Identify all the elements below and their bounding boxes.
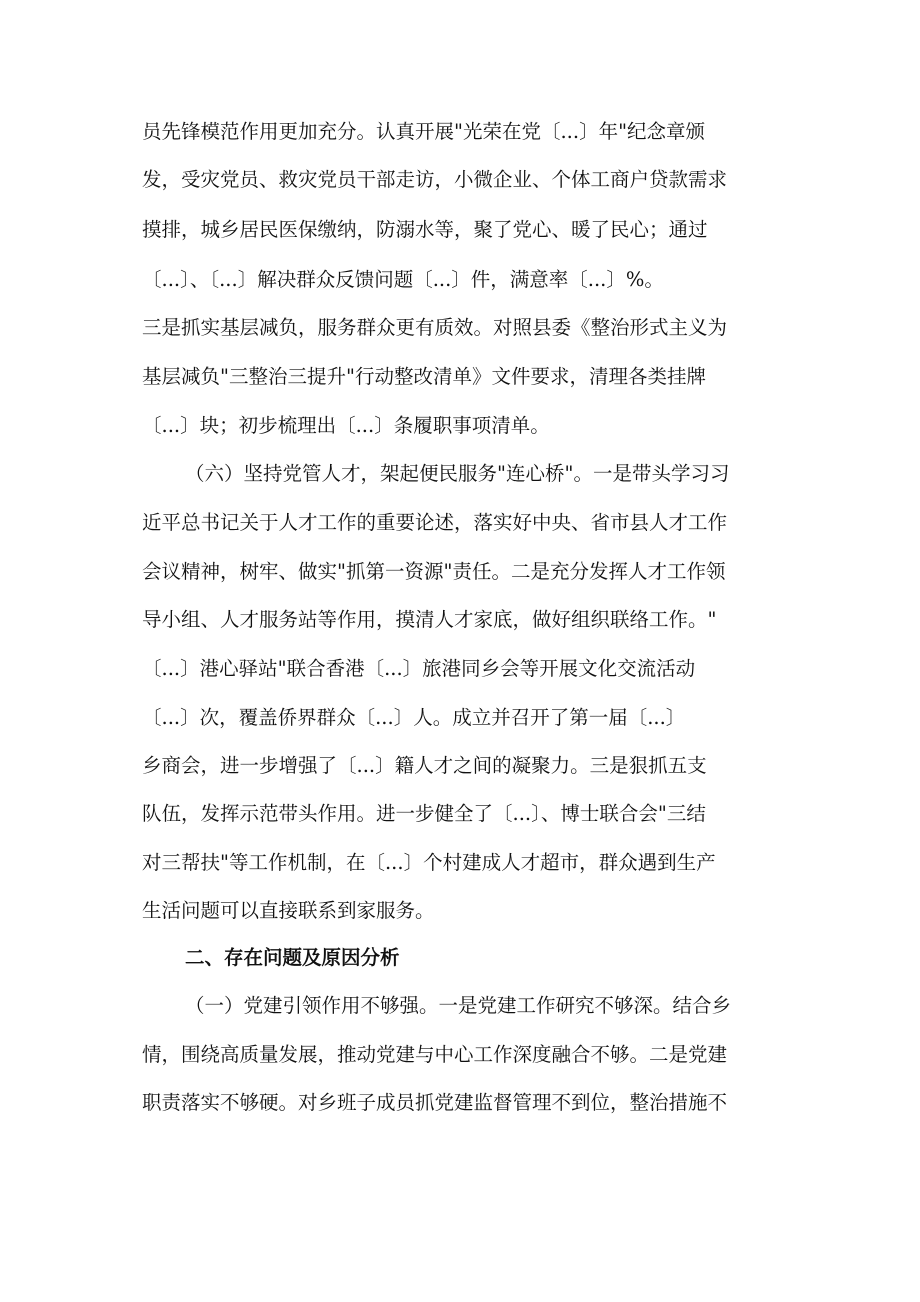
text-line: 职责落实不够硬。对乡班子成员抓党建监督管理不到位，整治措施不 [142, 1091, 728, 1114]
text-line: 〔...〕、〔...〕解决群众反馈问题〔...〕件，满意率〔...〕%。 [142, 268, 664, 291]
text-line: 会议精神，树牢、做实"抓第一资源"责任。二是充分发挥人才工作领 [142, 560, 726, 583]
text-line: 乡商会，进一步增强了〔...〕籍人才之间的凝聚力。三是狠抓五支 [142, 754, 707, 777]
text-line: 发，受灾党员、救灾党员干部走访，小微企业、个体工商户贷款需求 [142, 168, 728, 191]
text-line: 〔...〕块；初步梳理出〔...〕条履职事项清单。 [142, 414, 550, 437]
text-line: 基层减负"三整治三提升"行动整改清单》文件要求，清理各类挂牌 [142, 365, 706, 388]
paragraph-heading-line: （六）坚持党管人才，架起便民服务"连心桥"。一是带头学习习 [185, 462, 730, 485]
text-line: 〔...〕港心驿站"联合香港〔...〕旅港同乡会等开展文化交流活动 [142, 657, 696, 680]
text-line: 队伍，发挥示范带头作用。进一步健全了〔...〕、博士联合会"三结 [142, 802, 706, 825]
text-line: 情，围绕高质量发展，推动党建与中心工作深度融合不够。二是党建 [142, 1043, 728, 1066]
paragraph-heading-line: （一）党建引领作用不够强。一是党建工作研究不够深。结合乡 [185, 994, 732, 1017]
text-line: 近平总书记关于人才工作的重要论述，落实好中央、省市县人才工作 [142, 511, 728, 534]
section-heading: 二、存在问题及原因分析 [185, 946, 400, 969]
text-line: 导小组、人才服务站等作用，摸清人才家底，做好组织联络工作。" [142, 608, 717, 631]
text-line: 摸排，城乡居民医保缴纳，防溺水等，聚了党心、暖了民心；通过 [142, 218, 708, 241]
text-line: 〔...〕次，覆盖侨界群众〔...〕人。成立并召开了第一届〔...〕 [142, 706, 686, 729]
text-line: 生活问题可以直接联系到家服务。 [142, 899, 435, 922]
text-line: 对三帮扶"等工作机制，在〔...〕个村建成人才超市，群众遇到生产 [142, 851, 716, 874]
text-line: 三是抓实基层减负，服务群众更有质效。对照县委《整治形式主义为 [142, 316, 728, 339]
text-line: 员先锋模范作用更加充分。认真开展"光荣在党〔...〕年"纪念章颁 [142, 120, 706, 143]
